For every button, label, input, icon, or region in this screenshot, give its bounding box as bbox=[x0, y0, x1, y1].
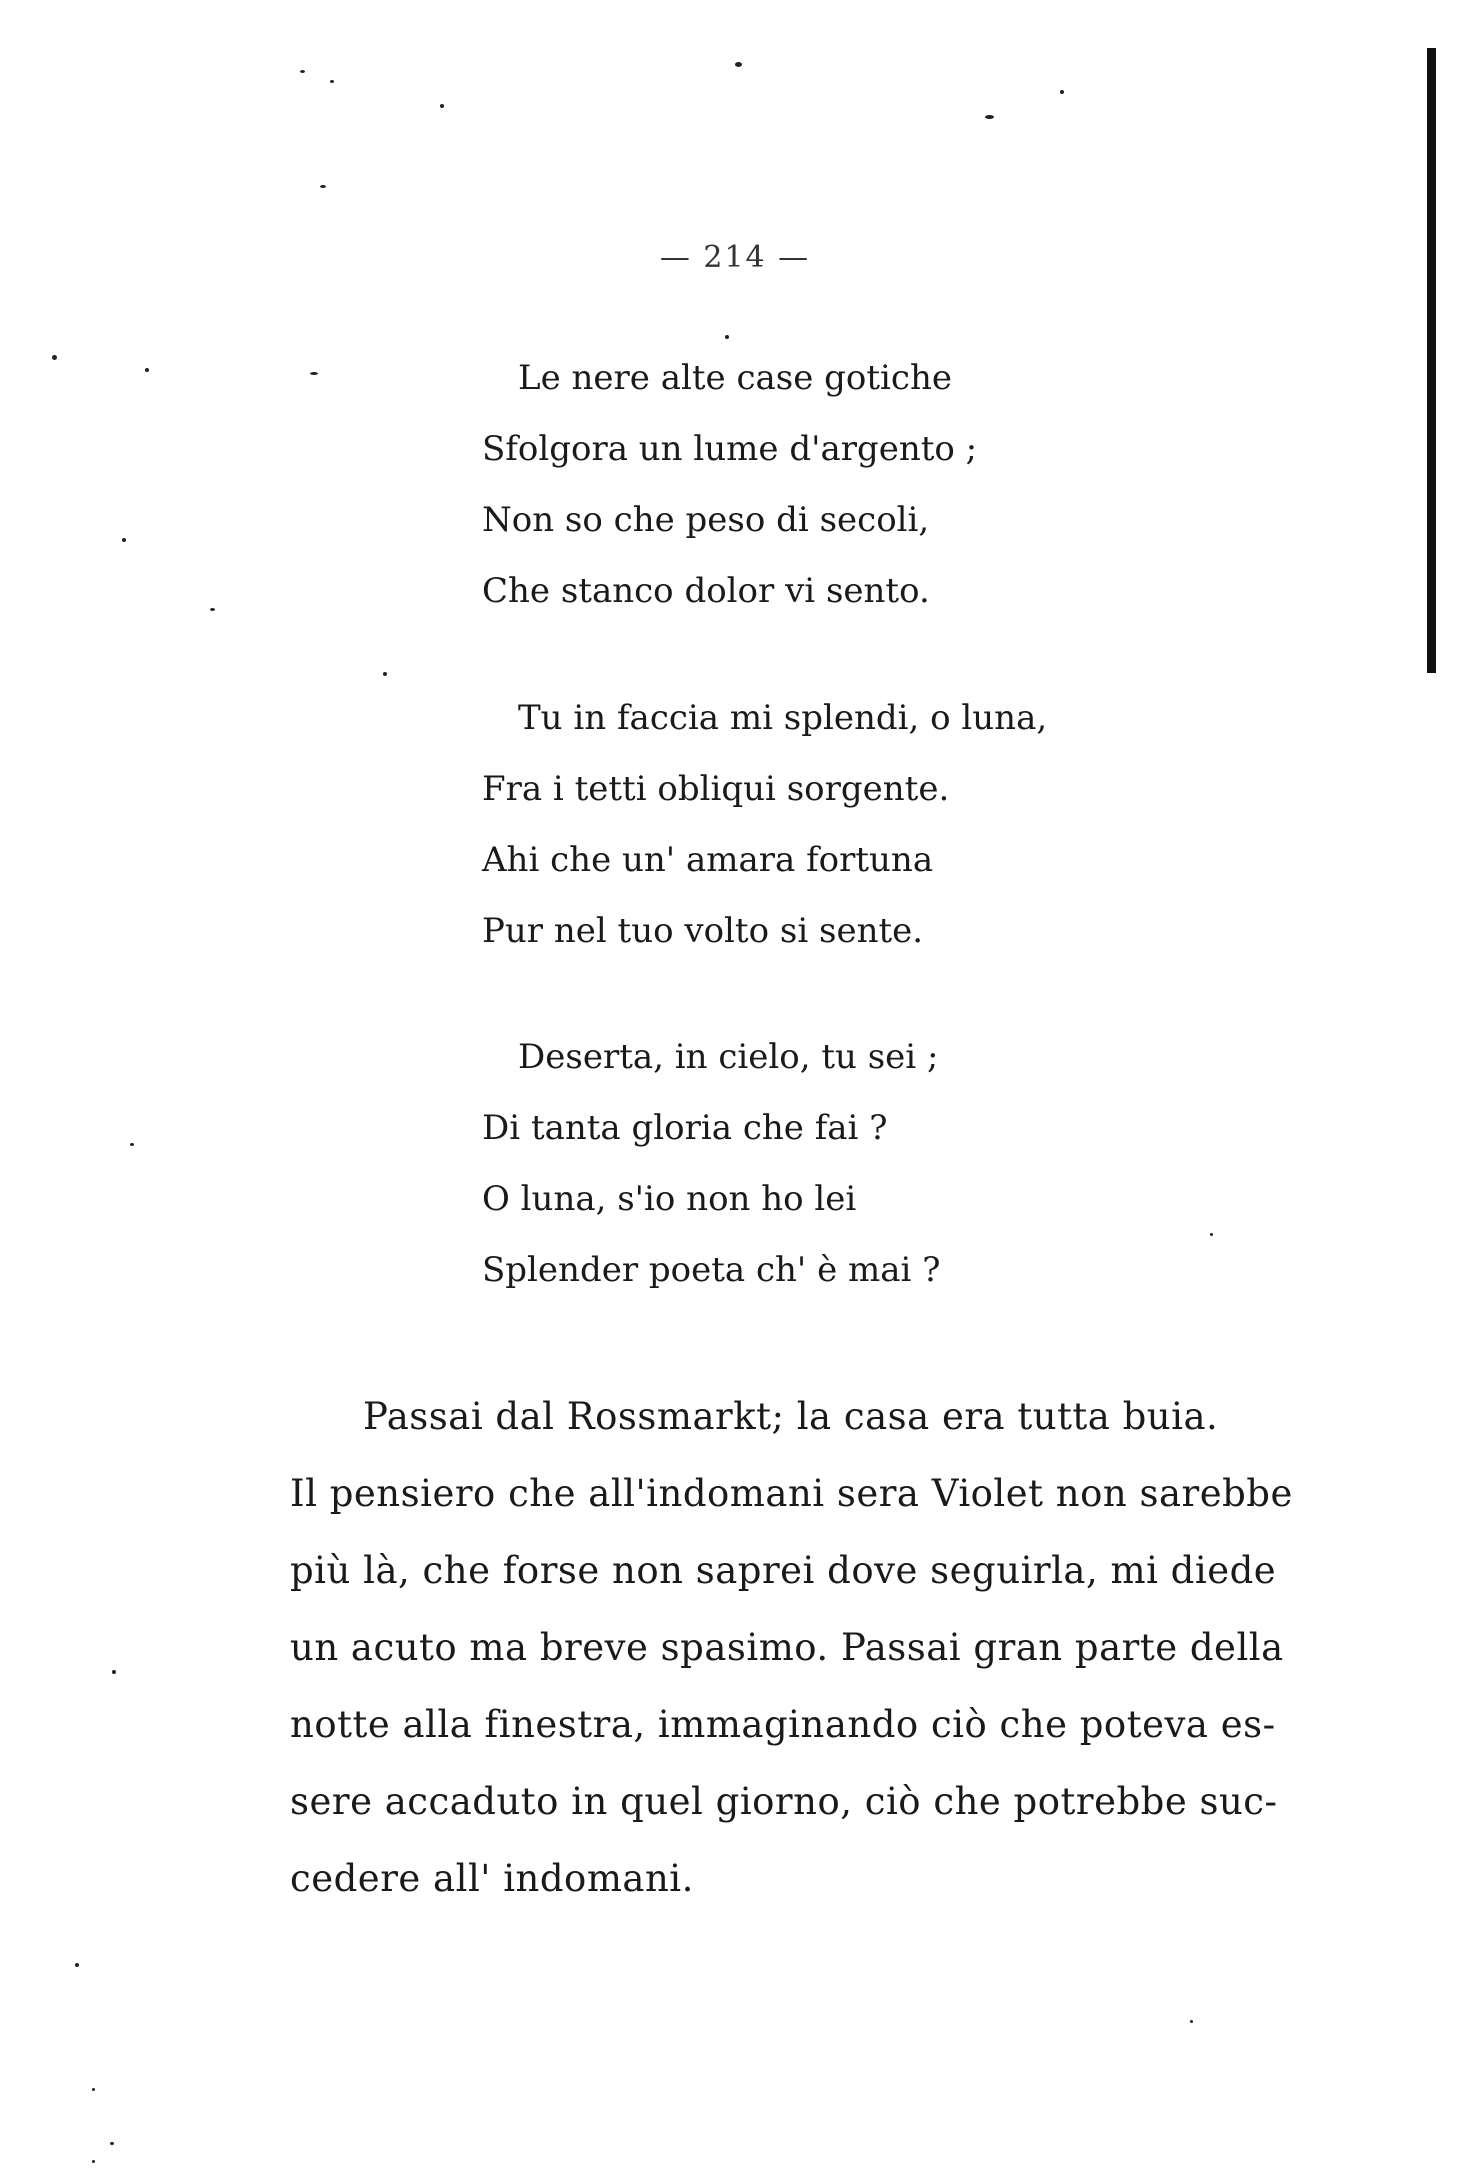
verse-line: Sfolgora un lume d'argento ; bbox=[482, 429, 978, 469]
verse-line: Che stanco dolor vi sento. bbox=[482, 571, 930, 611]
prose-paragraph bbox=[290, 1378, 1293, 1917]
verse-line: Ahi che un' amara fortuna bbox=[482, 840, 934, 880]
verse-line: Non so che peso di secoli, bbox=[482, 500, 930, 540]
scan-edge-shadow bbox=[1427, 48, 1436, 673]
poem-stanza-3 bbox=[482, 1022, 1122, 1306]
page-number: — 214 — bbox=[659, 240, 811, 275]
prose-line: più là, che forse non saprei dove seguirla, mi diede bbox=[290, 1549, 1277, 1592]
verse-line: Tu in faccia mi splendi, o luna, bbox=[518, 698, 1048, 738]
prose-line: cedere all' indomani. bbox=[290, 1857, 694, 1900]
prose-line: sere accaduto in quel giorno, ciò che potrebbe suc- bbox=[290, 1780, 1278, 1823]
poem-stanza-1 bbox=[482, 343, 1122, 627]
prose-line: Passai dal Rossmarkt; la casa era tutta buia. bbox=[363, 1395, 1219, 1438]
verse-line: Di tanta gloria che fai ? bbox=[482, 1108, 888, 1148]
prose-line: notte alla finestra, immaginando ciò che poteva es- bbox=[290, 1703, 1276, 1746]
verse-line: Deserta, in cielo, tu sei ; bbox=[518, 1037, 939, 1077]
verse-line: O luna, s'io non ho lei bbox=[482, 1179, 857, 1219]
verse-line: Le nere alte case gotiche bbox=[518, 358, 952, 398]
prose-line: Il pensiero che all'indomani sera Violet non sarebbe bbox=[290, 1472, 1293, 1515]
poem-stanza-2 bbox=[482, 683, 1122, 967]
verse-line: Pur nel tuo volto si sente. bbox=[482, 911, 924, 951]
prose-line: un acuto ma breve spasimo. Passai gran parte della bbox=[290, 1626, 1284, 1669]
verse-line: Splender poeta ch' è mai ? bbox=[482, 1250, 941, 1290]
verse-line: Fra i tetti obliqui sorgente. bbox=[482, 769, 950, 809]
